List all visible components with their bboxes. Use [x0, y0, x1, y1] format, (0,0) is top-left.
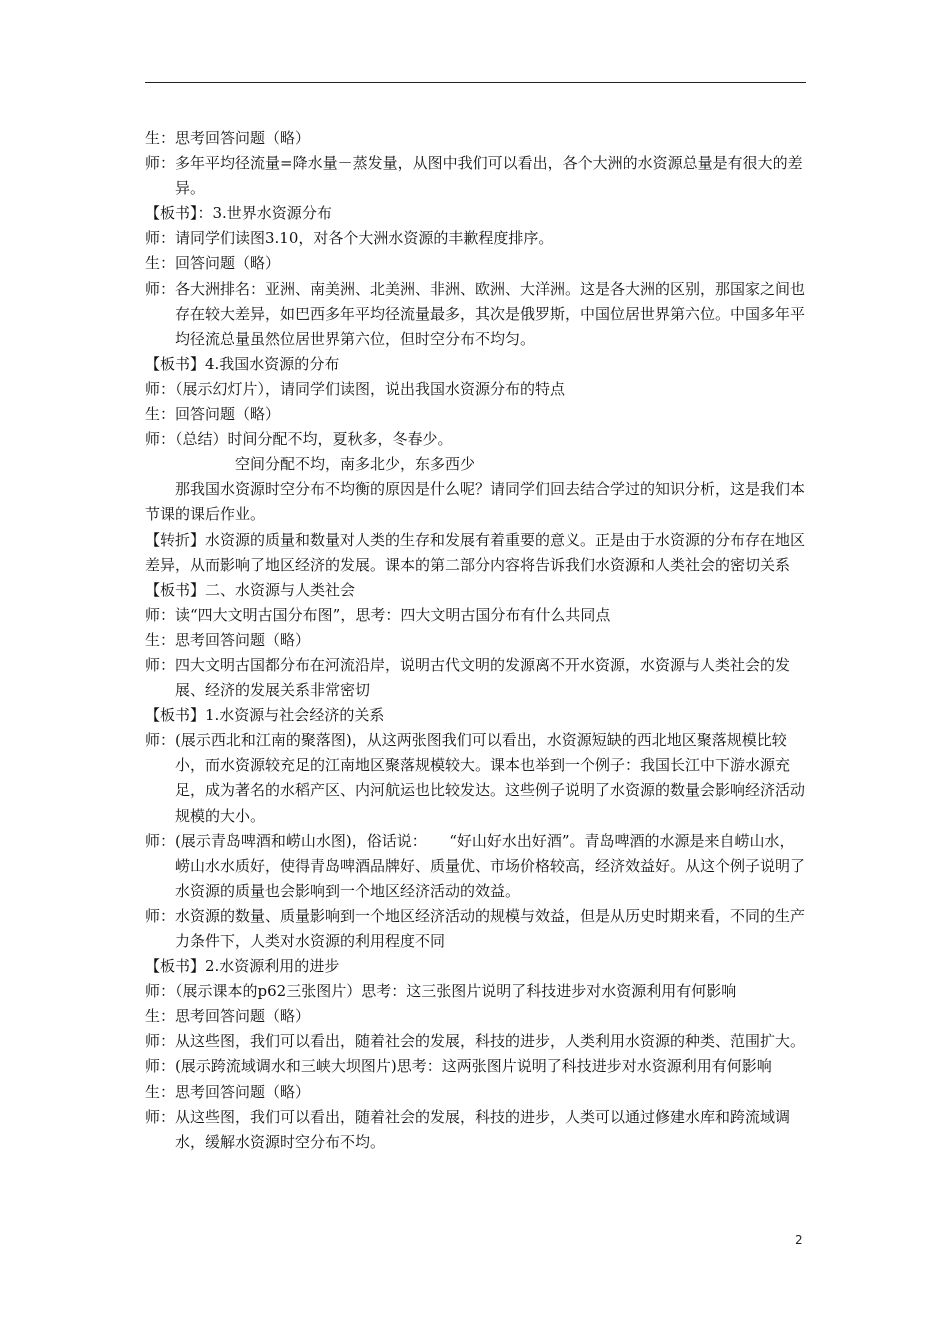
student-line: 生：回答问题（略） [145, 405, 281, 424]
teacher-line: 师：从这些图，我们可以看出，随着社会的发展，科技的进步，人类利用水资源的种类、范围扩大。 [145, 1032, 806, 1051]
teacher-line: 师：读“四大文明古国分布图”，思考：四大文明古国分布有什么共同点 [145, 605, 611, 624]
student-line: 生：思考回答问题（略） [145, 129, 311, 147]
board-heading: 【板书】：3.世界水资源分布 [145, 204, 332, 223]
page-body [145, 126, 809, 1155]
teacher-line: 师：多年平均径流量=降水量－蒸发量，从图中我们可以看出，各个大洲的水资源总量是有很大的差异。 [145, 154, 803, 198]
board-heading: 【板书】4.我国水资源的分布 [145, 354, 340, 373]
student-line: 生：思考回答问题（略） [145, 630, 311, 649]
teacher-line: 师：（展示幻灯片），请同学们读图，说出我国水资源分布的特点 [145, 379, 566, 398]
teacher-line: 师：水资源的数量、质量影响到一个地区经济活动的规模与效益，但是从历史时期来看，不同的生产力条件下，人类对水资源的利用程度不同 [145, 906, 806, 950]
teacher-line: 师：各大洲排名：亚洲、南美洲、北美洲、非洲、欧洲、大洋洲。这是各大洲的区别，那国家之间也存在较大差异，如巴西多年平均径流量最多，其次是俄罗斯，中国位居世界第六位。中国多年平均径流总量虽然位居世界第六位，但时空分布不均匀。 [145, 279, 806, 348]
teacher-line: 师：请同学们读图3.10，对各个大洲水资源的丰歉程度排序。 [145, 229, 554, 248]
teacher-line: 师：(展示西北和江南的聚落图)，从这两张图我们可以看出，水资源短缺的西北地区聚落规模比较小，而水资源较充足的江南地区聚落规模较大。课本也举到一个例子：我国长江中下游水源充足，成为著名的水稻产区、内河航运也比较发达。这些例子说明了水资源的数量会影响经济活动规模的大小。 [145, 731, 806, 825]
page-number: 2 [795, 1233, 803, 1247]
summary-line: 空间分配不均，南多北少，东多西少 [235, 455, 476, 474]
teacher-line: 师：（展示课本的p62三张图片）思考：这三张图片说明了科技进步对水资源利用有何影响 [145, 982, 737, 1001]
board-heading: 【板书】二、水资源与人类社会 [145, 580, 356, 599]
teacher-line: 师：从这些图，我们可以看出，随着社会的发展，科技的进步，人类可以通过修建水库和跨流域调水，缓解水资源时空分布不均。 [145, 1107, 791, 1151]
student-line: 生：思考回答问题（略） [145, 1082, 311, 1101]
teacher-line: 师：（总结）时间分配不均，夏秋多，冬春少。 [145, 430, 453, 449]
teacher-line: 师：(展示青岛啤酒和崂山水图)，俗话说： “好山好水出好酒”。青岛啤酒的水源是来自崂山水，崂山水水质好，使得青岛啤酒品牌好、质量优、市场价格较高，经济效益好。从这个例子说明了水资源的质量也会影响到一个地区经济活动的效益。 [145, 831, 806, 900]
student-line: 生：思考回答问题（略） [145, 1007, 311, 1026]
teacher-line: 师：(展示跨流域调水和三峡大坝图片)思考：这两张图片说明了科技进步对水资源利用有何影响 [145, 1057, 772, 1076]
student-line: 生：回答问题（略） [145, 254, 281, 273]
board-heading: 【板书】1.水资源与社会经济的关系 [145, 706, 385, 725]
header-rule [145, 82, 806, 83]
transition-paragraph: 【转折】水资源的质量和数量对人类的生存和发展有着重要的意义。正是由于水资源的分布存在地区差异，从而影响了地区经济的发展。课本的第二部分内容将告诉我们水资源和人类社会的密切关系 [145, 530, 806, 574]
homework-paragraph: 那我国水资源时空分布不均衡的原因是什么呢？请同学们回去结合学过的知识分析，这是我们本节课的课后作业。 [145, 480, 806, 524]
teacher-line: 师：四大文明古国都分布在河流沿岸，说明古代文明的发源离不开水资源，水资源与人类社会的发展、经济的发展关系非常密切 [145, 655, 791, 700]
board-heading: 【板书】2.水资源利用的进步 [145, 957, 340, 976]
